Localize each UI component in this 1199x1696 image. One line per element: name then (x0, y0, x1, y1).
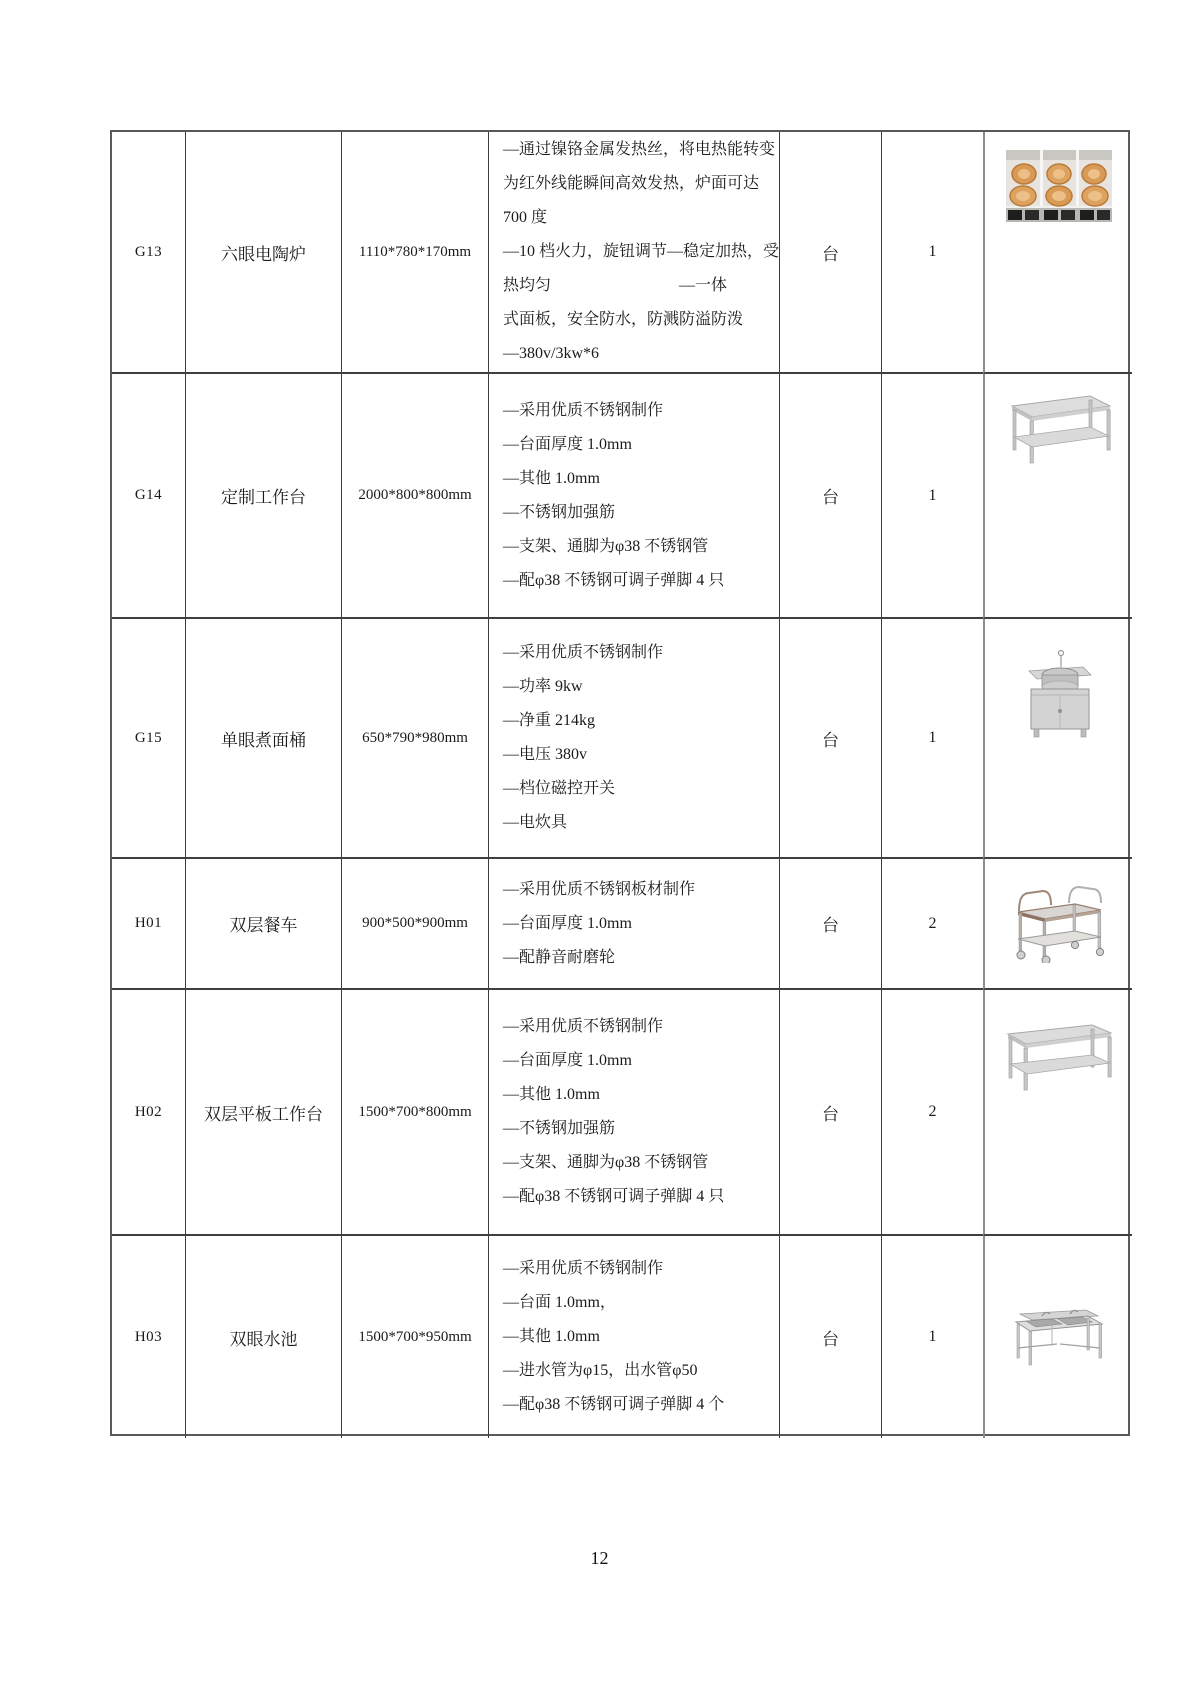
item-image-cell (983, 374, 1132, 619)
spec-line: 式面板，安全防水，防溅防溢防泼 (503, 311, 744, 328)
item-description (489, 374, 780, 619)
item-name: 定制工作台 (186, 374, 342, 619)
spec-line: —支架、通脚为φ38 不锈钢管 (503, 537, 709, 555)
page-number: 12 (590, 1548, 609, 1568)
spec-line: —其他 1.0mm (503, 1328, 600, 1345)
spec-line: —配静音耐磨轮 (503, 948, 616, 966)
spec-line: —配φ38 不锈钢可调子弹脚 4 只 (503, 571, 725, 589)
spec-line: —支架、通脚为φ38 不锈钢管 (503, 1154, 709, 1171)
item-quantity: 2 (882, 990, 984, 1236)
item-dimensions: 900*500*900mm (342, 859, 489, 990)
item-dimensions: 2000*800*800mm (342, 374, 489, 619)
spec-line: —配φ38 不锈钢可调子弹脚 4 个 (503, 1396, 725, 1413)
spec-line: 700 度 (503, 209, 548, 226)
spec-line: 热均匀 —一体 (503, 277, 728, 294)
item-description (489, 859, 780, 990)
spec-line: —采用优质不锈钢制作 (503, 401, 664, 419)
spec-line: —不锈钢加强筋 (503, 1120, 616, 1137)
item-name: 双层平板工作台 (186, 990, 342, 1236)
two-tier-service-trolley-photo (1013, 885, 1105, 963)
noodle-boiler-photo (1023, 649, 1095, 741)
spec-line: —采用优质不锈钢板材制作 (503, 880, 696, 898)
spec-line: —功率 9kw (503, 678, 583, 695)
stainless-work-table-photo (1004, 390, 1114, 466)
item-code: G15 (112, 619, 186, 859)
item-unit: 台 (780, 1236, 882, 1438)
spec-line: —台面 1.0mm， (503, 1294, 616, 1311)
item-unit: 台 (780, 374, 882, 619)
item-image-cell (983, 859, 1132, 990)
spec-line: —采用优质不锈钢制作 (503, 1018, 664, 1035)
six-burner-electric-cooktop-photo (1006, 150, 1112, 222)
spec-line: —台面厚度 1.0mm (503, 914, 632, 932)
spec-line: —档位磁控开关 (503, 780, 616, 797)
item-dimensions: 1110*780*170mm (342, 132, 489, 374)
two-tier-flat-work-table-photo (1004, 1020, 1114, 1094)
item-image-cell (983, 619, 1132, 859)
item-code: H02 (112, 990, 186, 1236)
double-bowl-sink-photo (1012, 1306, 1106, 1368)
spec-line: —台面厚度 1.0mm (503, 1052, 632, 1069)
item-unit: 台 (780, 859, 882, 990)
item-dimensions: 1500*700*950mm (342, 1236, 489, 1438)
item-description (489, 132, 780, 374)
item-code: H01 (112, 859, 186, 990)
item-name: 双眼水池 (186, 1236, 342, 1438)
item-quantity: 1 (882, 132, 984, 374)
spec-line: —不锈钢加强筋 (503, 503, 616, 521)
spec-line: —台面厚度 1.0mm (503, 435, 632, 453)
item-code: H03 (112, 1236, 186, 1438)
item-description (489, 619, 780, 859)
item-description (489, 1236, 780, 1438)
equipment-spec-table (110, 130, 1130, 1436)
spec-line: —电压 380v (503, 746, 588, 763)
item-name: 双层餐车 (186, 859, 342, 990)
item-quantity: 1 (882, 1236, 984, 1438)
spec-line: —进水管为φ15，出水管φ50 (503, 1362, 698, 1379)
item-code: G14 (112, 374, 186, 619)
spec-line: —采用优质不锈钢制作 (503, 644, 664, 661)
item-dimensions: 1500*700*800mm (342, 990, 489, 1236)
spec-line: —采用优质不锈钢制作 (503, 1260, 664, 1277)
spec-line: —配φ38 不锈钢可调子弹脚 4 只 (503, 1188, 725, 1205)
item-image-cell (983, 132, 1132, 374)
item-dimensions: 650*790*980mm (342, 619, 489, 859)
spec-line: —10 档火力，旋钮调节—稳定加热，受 (503, 243, 780, 260)
spec-line: 为红外线能瞬间高效发热，炉面可达 (503, 175, 760, 192)
item-image-cell (983, 990, 1132, 1236)
item-quantity: 2 (882, 859, 984, 990)
item-name: 六眼电陶炉 (186, 132, 342, 374)
item-name: 单眼煮面桶 (186, 619, 342, 859)
item-unit: 台 (780, 619, 882, 859)
spec-line: —净重 214kg (503, 712, 596, 729)
item-code: G13 (112, 132, 186, 374)
item-quantity: 1 (882, 374, 984, 619)
spec-line: —其他 1.0mm (503, 1086, 600, 1103)
spec-line: —其他 1.0mm (503, 469, 600, 487)
item-description (489, 990, 780, 1236)
item-unit: 台 (780, 990, 882, 1236)
spec-line: —380v/3kw*6 (503, 345, 599, 362)
item-quantity: 1 (882, 619, 984, 859)
item-image-cell (983, 1236, 1132, 1438)
item-unit: 台 (780, 132, 882, 374)
spec-line: —通过镍铬金属发热丝，将电热能转变 (503, 141, 776, 158)
spec-line: —电炊具 (503, 814, 568, 831)
